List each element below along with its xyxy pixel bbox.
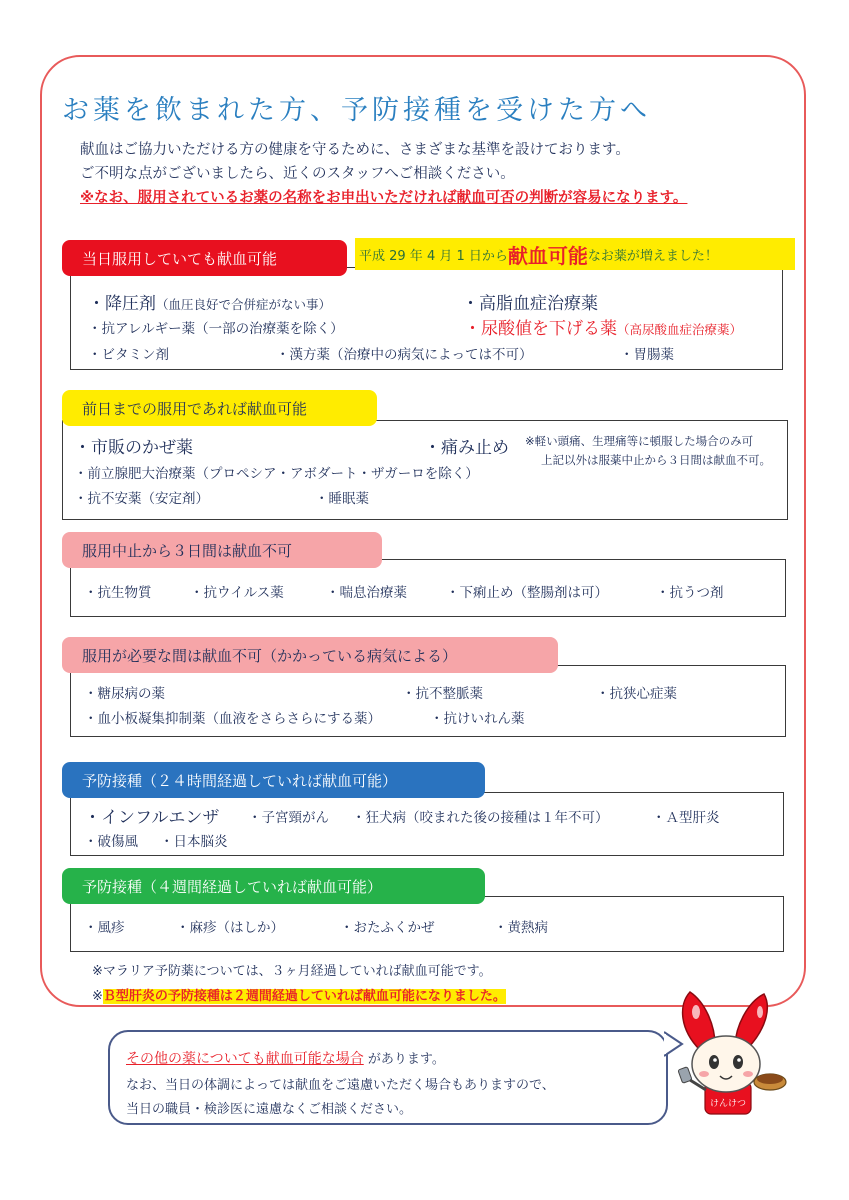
item-note: （高尿酸血症治療薬） [617,322,743,337]
item-measles: ・麻疹（はしか） [176,920,284,936]
item-painkiller: ・痛み止め [424,438,509,458]
item-antidiarrheal: ・下痢止め（整腸剤は可） [446,585,608,601]
item-main: ・降圧剤 [88,294,156,314]
intro-line-1: 献血はご協力いただける方の健康を守るために、さまざまな基準を設けております。 [80,142,630,158]
intro-line-2: ご不明な点がございましたら、近くのスタッフへご相談ください。 [80,166,515,182]
malaria-note: ※マラリア予防薬については、３ヶ月経過していれば献血可能です。 [92,964,492,979]
item-antibiotic: ・抗生物質 [84,585,152,601]
bubble-highlight: その他の薬についても献血可能な場合 [126,1051,364,1067]
item-antianginal: ・抗狭心症薬 [596,686,677,702]
new-drugs-notice [355,238,795,270]
item-mumps: ・おたふくかぜ [340,920,435,936]
item-prostate: ・前立腺肥大治療薬（プロペシア・アボダート・ザガーロを除く） [74,466,479,482]
item-main: ・尿酸値を下げる薬 [464,319,617,339]
notice-emphasis: 献血可能 [507,243,588,268]
item-yellow-fever: ・黄熱病 [494,920,548,936]
hepatitis-b-highlight: Ｂ型肝炎の予防接種は２週間経過していれば献血可能になりました。 [102,989,506,1004]
item-cervical-cancer: ・子宮頸がん [248,810,329,826]
page-title: お薬を飲まれた方、予防接種を受けた方へ [62,95,651,126]
item-note: （血圧良好で合併症がない事） [156,297,332,312]
item-tetanus: ・破傷風 [84,834,138,850]
hepatitis-b-note [92,985,506,1004]
item-asthma: ・喘息治療薬 [326,585,407,601]
kenketsu-mascot-icon [660,990,790,1120]
item-antiarrhythmic: ・抗不整脈薬 [402,686,483,702]
section-while-needed-tab: 服用が必要な間は献血不可（かかっている病気による） [62,637,558,673]
bubble-line-3: 当日の職員・検診医に遠慮なくご相談ください。 [126,1102,413,1117]
intro-note: ※なお、服用されているお薬の名称をお申出いただければ献血可否の判断が容易になります。 [80,190,688,206]
item-sleeping-pill: ・睡眠薬 [315,491,369,507]
bubble-line-1-rest: があります。 [367,1052,445,1067]
item-antiallergy: ・抗アレルギー薬（一部の治療薬を除く） [88,321,344,337]
painkiller-note-1: ※軽い頭痛、生理痛等に頓服した場合のみ可 [525,434,754,448]
bubble-line-2: なお、当日の体調によっては献血をご遠慮いただく場合もありますので、 [126,1078,555,1093]
item-antihypertensive [88,289,331,314]
section-same-day-tab: 当日服用していても献血可能 [62,240,347,276]
item-uric-acid [464,314,742,339]
section-previous-day-tab: 前日までの服用であれば献血可能 [62,390,377,426]
painkiller-note-2: 上記以外は服薬中止から３日間は献血不可。 [541,453,771,467]
bubble-line-1 [126,1048,445,1068]
section-vaccine-24h-tab: 予防接種（２４時間経過していれば献血可能） [62,762,485,798]
item-gastro: ・胃腸薬 [620,347,674,363]
hepatitis-b-mark: ※ [92,989,103,1004]
notice-prefix: 平成 29 年 4 月 1 日から [359,248,508,264]
notice-suffix: なお薬が増えました！ [587,248,718,264]
item-hepatitis-a: ・Ａ型肝炎 [652,810,720,826]
section-vaccine-4w-tab: 予防接種（４週間経過していれば献血可能） [62,868,485,904]
item-antiplatelet: ・血小板凝集抑制薬（血液をさらさらにする薬） [84,711,381,727]
item-rabies: ・狂犬病（咬まれた後の接種は１年不可） [352,810,609,826]
item-diabetes: ・糖尿病の薬 [84,686,165,702]
mascot-badge-text: けんけつ [709,1099,747,1109]
item-antiviral: ・抗ウイルス薬 [190,585,284,601]
item-anxiolytic: ・抗不安薬（安定剤） [74,491,209,507]
item-influenza: ・インフルエンザ [84,808,220,828]
section-three-days-tab: 服用中止から３日間は献血不可 [62,532,382,568]
item-hyperlipidemia: ・高脂血症治療薬 [462,294,598,314]
item-japanese-encephalitis: ・日本脳炎 [160,834,228,850]
item-anticonvulsant: ・抗けいれん薬 [430,711,525,727]
item-kampo: ・漢方薬（治療中の病気によっては不可） [276,347,533,363]
consultation-bubble [108,1030,668,1125]
item-antidepressant: ・抗うつ剤 [656,585,724,601]
item-rubella: ・風疹 [84,920,125,936]
item-cold-medicine: ・市販のかぜ薬 [74,438,193,458]
item-vitamin: ・ビタミン剤 [88,347,169,363]
